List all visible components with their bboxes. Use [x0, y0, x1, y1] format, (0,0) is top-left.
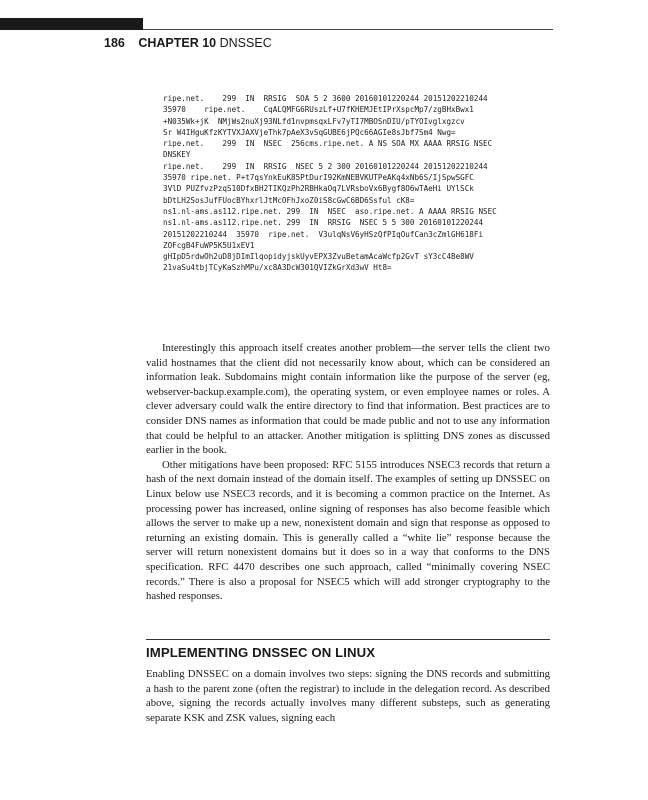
code-line: 35970 ripe.net. CqALQMFG6RUszLf+U7fKHEMJEtIPrXspcMp7/zgBHxBwx1 — [163, 105, 474, 115]
paragraph: Interestingly this approach itself creates another problem—the server tells the client two valid hostnames that the client did not necessarily know about, which can be considered an information leak. Subdomains might contain information like the purpose of the server (eg, webserver-backup.example.com), the operating system, or even employee names or roles. A clever adversary could walk the entire directory to find that information. Best practices are to consider DNS names as information that could be made public and not to use any information that could be helpful to an attacker. Another mitigation is splitting DNS zones as discussed earlier in the book. — [146, 342, 550, 457]
code-line: +N035Wk+jK NMjWs2nuXj93NLfd1nvpmsqxLFv7yTI7MBOSnDIU/pTYOIvglxgzcv — [163, 116, 465, 126]
code-line: ripe.net. 299 IN NSEC 256cms.ripe.net. A NS SOA MX AAAA RRSIG NSEC — [163, 139, 493, 149]
code-line: ripe.net. 299 IN RRSIG SOA 5 2 3600 20160101220244 20151202210244 — [163, 94, 488, 103]
code-line: ripe.net. 299 IN RRSIG NSEC 5 2 300 20160101220244 20151202210244 — [163, 161, 488, 171]
code-line: Sr W4IHguKfzKYTVXJAXVjeThk7pAeX3vSqGUBE6jPQc66AGIe8sJbf7Sm4 Nwg= — [163, 127, 456, 137]
section-body — [146, 667, 550, 725]
code-line: ns1.nl-ams.as112.ripe.net. 299 IN RRSIG NSEC 5 5 300 20160101220244 — [163, 218, 484, 228]
code-line: 3VlD PUZfvzPzqS10DfxBH2TIKQzPh2RBHkaOq7LVRsboVx6Bygf8O6wTAeHi UYlSCk — [163, 184, 474, 194]
code-line: 35970 ripe.net. P+t7qsYnkEuK85PtDurI92KmNEBVKUTPeAKq4xNb6S/IjSpwSGFC — [163, 173, 474, 183]
code-line: DNSKEY — [163, 150, 191, 160]
page-number: 186 — [104, 36, 125, 50]
paragraph: Other mitigations have been proposed: RFC 5155 introduces NSEC3 records that return a hash of the next domain instead of the domain itself. The examples of setting up DNSSEC on Linux below use NSEC3 records, and it is becoming a common practice on the Internet. As processing power has increased, online signing of responses has also become feasible which allows the server to make up a new, nonexistent domain and sign that response as opposed to returning an existing domain. This is generally called a “white lie” response because the server will return nonexistent domains but it does so in a way that conforms to the DNS specification. RFC 4470 describes one such approach, called “minimally covering NSEC records.” There is also a proposal for NSEC5 which will add stronger cryptography to the hashed responses. — [146, 458, 550, 603]
header-bar — [0, 18, 143, 30]
chapter-title: DNSSEC — [219, 36, 272, 50]
code-line: bDtLH2SosJufFUocBYhxrlJtMcOFhJxoZ0iS8cGwC6BD6Ssful cK8= — [163, 195, 415, 205]
code-line: 21vaSu4tbjTCyKaSzhMPu/xc8A3DcW301QVIZkGrXd3wV Ht8= — [163, 263, 392, 273]
body-text — [146, 341, 550, 604]
code-line: ns1.nl-ams.as112.ripe.net. 299 IN NSEC aso.ripe.net. A AAAA RRSIG NSEC — [163, 206, 497, 216]
code-line: ZOFcgB4FuWP5K5U1xEV1 — [163, 240, 255, 250]
paragraph: Enabling DNSSEC on a domain involves two steps: signing the DNS records and submitting a hash to the parent zone (often the registrar) to include in the delegation record. As described above, signing the records actually involves many different substeps, such as generating separate KSK and ZSK values, signing each — [146, 668, 550, 724]
code-line: 20151202210244 35970 ripe.net. V3ulqNsV6yHSzQfPIqOufCan3cZmlGH618Fi — [163, 229, 484, 239]
code-listing — [163, 93, 563, 274]
header-rule — [143, 29, 553, 30]
section-heading: IMPLEMENTING DNSSEC ON LINUX — [146, 645, 376, 660]
chapter-label: CHAPTER 10 — [138, 36, 217, 50]
code-line: gHIpD5rdwOh2uD8jDImIlqopidyjskUyvEPX3ZvuBetamAcaWcfp2GvT sY3cC4Be8WV — [163, 252, 474, 262]
running-head — [104, 36, 272, 50]
section-rule — [146, 639, 550, 640]
